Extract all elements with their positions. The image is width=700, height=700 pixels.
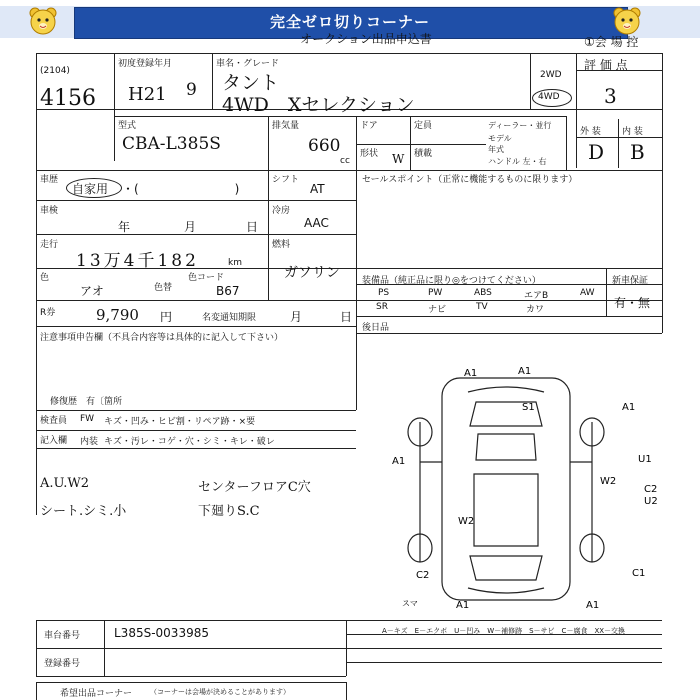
- repair-history: 修復歴 有〔箇所: [50, 397, 123, 407]
- registration-month: 9: [186, 80, 197, 100]
- tax-label: R券: [40, 308, 56, 318]
- check-interior-items: キズ・汚レ・コゲ・穴・シミ・キレ・破レ: [104, 437, 275, 447]
- tax-value: 9,790: [96, 306, 139, 324]
- venue-copy: ①会 場 控: [584, 35, 639, 49]
- registration-year: H21: [128, 84, 167, 105]
- model-grade: 4WD Xセレクション: [222, 94, 415, 116]
- interior-label: 内 装: [622, 127, 643, 137]
- check-fw: FW: [80, 414, 95, 424]
- mark-a1-6: A1: [586, 600, 600, 611]
- vehicle-use-rest: ・( ): [122, 182, 240, 196]
- inspection-day: 日: [246, 220, 259, 234]
- model-year-label: モデル: [488, 134, 512, 143]
- mark-a1-3: A1: [622, 402, 636, 413]
- footer-title: 希望出品コーナー: [60, 689, 133, 699]
- dealer-label: ディーラー・並行: [488, 121, 552, 130]
- equipment-item: PW: [428, 288, 443, 298]
- check-fw-items: キズ・凹み・ヒビ割・リペア跡・×要: [104, 417, 256, 427]
- color-code: B67: [216, 284, 240, 298]
- shape-label: 形状: [360, 149, 379, 159]
- color-code-label: 色コード: [188, 273, 225, 283]
- equipment-item: PS: [378, 288, 390, 298]
- exterior-label: 外 装: [580, 127, 601, 137]
- mileage-value: 13万4千182: [76, 251, 199, 271]
- mark-a1-4: A1: [392, 456, 406, 467]
- inspector-label: 検査員: [40, 416, 68, 426]
- mileage-label: 走行: [40, 240, 59, 250]
- chassis-label: 車台番号: [44, 631, 81, 641]
- name-change-day: 日: [340, 310, 353, 324]
- displacement-unit: cc: [340, 156, 350, 166]
- exterior-grade: D: [588, 140, 605, 164]
- vehicle-use: 自家用: [72, 182, 109, 196]
- new-warranty-label: 新車保証: [612, 276, 649, 286]
- bear-mascot-icon: [612, 6, 642, 36]
- mark-s1: S1: [522, 402, 535, 413]
- mark-a1-1: A1: [464, 368, 478, 379]
- later-label: 後日品: [362, 323, 390, 333]
- mark-c1: C1: [632, 568, 646, 579]
- equipment-item: AW: [580, 288, 595, 298]
- mark-w2-left: W2: [458, 516, 475, 527]
- loading-label: 積載: [414, 149, 433, 159]
- chassis-number: L385S-0033985: [114, 626, 209, 640]
- year-label: 年式: [488, 145, 504, 154]
- bear-mascot-icon: [28, 6, 58, 36]
- mark-c2-left: C2: [416, 570, 430, 581]
- damage-diagram: [390, 362, 662, 616]
- inspection-year: 年: [118, 220, 131, 234]
- registration-label: 初度登録年月: [118, 59, 173, 69]
- mileage-unit: km: [228, 258, 242, 268]
- interior-grade: B: [630, 140, 645, 164]
- form-title: オークション出品申込書: [300, 32, 432, 46]
- mark-u2: U2: [644, 496, 658, 507]
- color-label: 色: [40, 273, 50, 283]
- entry-label: 記入欄: [40, 436, 68, 446]
- type-value: CBA-L385S: [122, 134, 221, 154]
- mark-a1-5: A1: [456, 600, 470, 611]
- name-change-label: 名変通知期限: [202, 313, 257, 323]
- handle-label: ハンドル 左・右: [488, 157, 547, 166]
- equipment-item: TV: [476, 302, 488, 312]
- check-interior: 内装: [80, 437, 99, 447]
- tax-unit: 円: [160, 310, 173, 324]
- displacement-value: 660: [308, 136, 341, 156]
- shift-value: AT: [310, 182, 325, 196]
- drive-4wd-selected: 4WD: [538, 92, 560, 102]
- model-label: 車名・グレード: [216, 59, 280, 69]
- mark-w2-right: W2: [600, 476, 617, 487]
- history-label: 車歴: [40, 175, 59, 185]
- mark-u1: U1: [638, 454, 652, 465]
- note-right-2: 下廻りS.C: [198, 504, 260, 519]
- notice-label: 注意事項申告欄（不具合内容等は具体的に記入して下さい）: [40, 333, 284, 343]
- lot-code: (2104): [40, 66, 70, 76]
- damage-legend: A－キズ E－エクボ U－凹み W－補修跡 S－サビ C－腐食 XX－交換: [382, 627, 626, 635]
- model-name: タント: [222, 72, 280, 94]
- reg-number-label: 登録番号: [44, 659, 81, 669]
- equipment-item: ABS: [474, 288, 492, 298]
- doors-label: ドア: [360, 121, 378, 131]
- mark-c2-right: C2: [644, 484, 658, 495]
- displacement-label: 排気量: [272, 121, 300, 131]
- inspection-month: 月: [184, 220, 197, 234]
- mark-suma: スマ: [402, 599, 418, 608]
- footer-note: （コーナーは会場が決めることがあります）: [150, 688, 290, 696]
- shape-value: W: [392, 152, 405, 166]
- equipment-item: SR: [376, 302, 388, 312]
- inspection-label: 車検: [40, 206, 59, 216]
- capacity-label: 定員: [414, 121, 433, 131]
- note-left-2: シート.シミ.小: [40, 504, 127, 519]
- new-warranty-value: 有・無: [614, 296, 651, 310]
- score-value: 3: [604, 84, 617, 108]
- shift-label: シフト: [272, 175, 300, 185]
- banner-title: 完全ゼロ切りコーナー: [269, 13, 430, 31]
- type-label: 型式: [118, 121, 137, 131]
- fuel-label: 燃料: [272, 240, 291, 250]
- fuel-value: ガソリン: [284, 265, 340, 281]
- ac-value: AAC: [304, 216, 329, 230]
- ac-label: 冷房: [272, 206, 291, 216]
- color-change-label: 色替: [154, 283, 173, 293]
- equipment-item: ナビ: [428, 305, 447, 315]
- equipment-item: エアB: [524, 291, 549, 301]
- lot-number: 4156: [40, 86, 96, 111]
- drive-2wd: 2WD: [540, 70, 562, 80]
- equipment-label: 装備品（純正品に限り◎をつけてください）: [362, 276, 541, 286]
- sales-point-label: セールスポイント（正常に機能するものに限ります）: [362, 175, 578, 185]
- note-left-1: A.U.W2: [40, 476, 90, 491]
- mark-a1-2: A1: [518, 366, 532, 377]
- equipment-item: カワ: [526, 305, 545, 315]
- score-label: 評 価 点: [584, 58, 628, 72]
- note-right-1: センターフロアC穴: [198, 480, 311, 495]
- name-change-month: 月: [290, 310, 303, 324]
- color-value: アオ: [80, 284, 104, 298]
